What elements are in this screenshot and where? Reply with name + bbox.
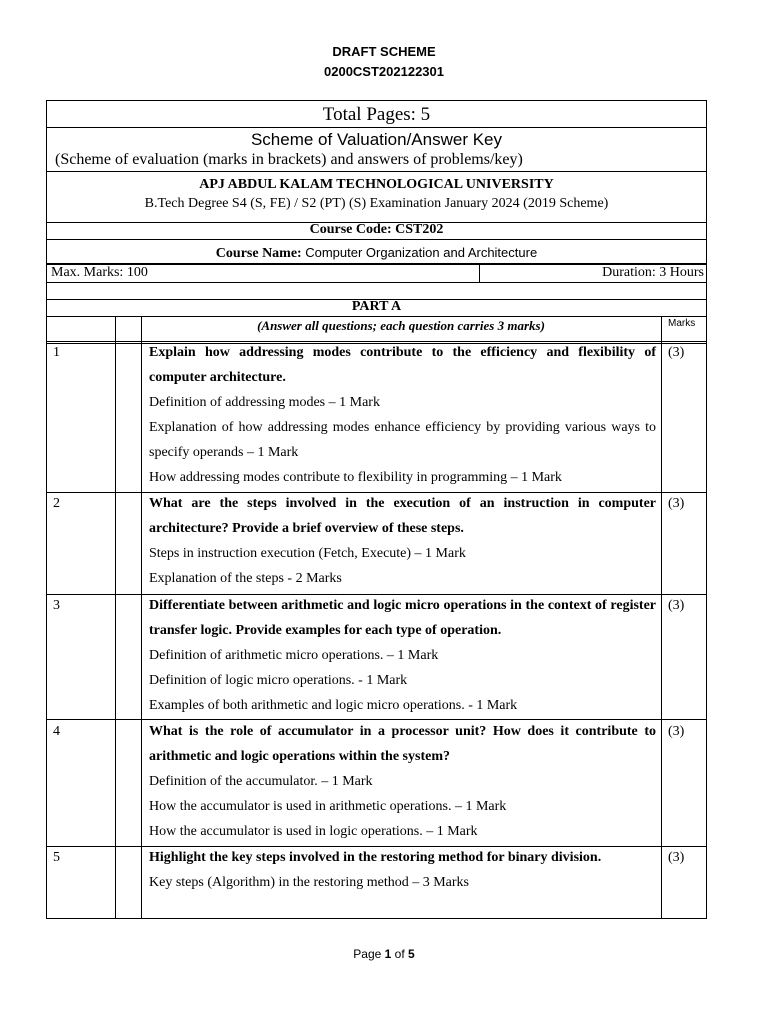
- total-pages: Total Pages: 5: [322, 104, 431, 125]
- question-1: [149, 340, 656, 490]
- course-name-value: Computer Organization and Architecture: [305, 245, 538, 260]
- question-marks: (3): [668, 496, 685, 511]
- answer-line: Definition of arithmetic micro operations. – 1 Mark: [149, 648, 439, 663]
- answer-line: How addressing modes contribute to flexibility in programming – 1 Mark: [149, 470, 562, 485]
- answer-line: How the accumulator is used in logic operations. – 1 Mark: [149, 824, 478, 839]
- course-name: [46, 244, 707, 262]
- answer-line: Definition of the accumulator. – 1 Mark: [149, 774, 373, 789]
- question-5: [149, 845, 656, 895]
- answer-line: Definition of logic micro operations. - 1 Mark: [149, 673, 408, 688]
- draft-scheme-label: DRAFT SCHEME: [332, 44, 436, 59]
- question-marks: (3): [668, 850, 685, 865]
- page-prefix: Page: [353, 947, 385, 961]
- part-instruction: (Answer all questions; each question carries 3 marks): [257, 318, 545, 333]
- page-of: of: [391, 947, 409, 961]
- question-4: [149, 719, 656, 844]
- divider: [46, 127, 707, 128]
- answer-line: Examples of both arithmetic and logic micro operations. - 1 Mark: [149, 698, 518, 713]
- question-text: Differentiate between arithmetic and logic micro operations in the context of register transfer logic. Provide examples for each type of operation.: [149, 598, 656, 638]
- question-number: 2: [53, 496, 60, 511]
- answer-line: Explanation of how addressing modes enhance efficiency by providing various ways to specify operands – 1 Mark: [149, 420, 656, 460]
- question-text: Explain how addressing modes contribute to the efficiency and flexibility of computer architecture.: [149, 345, 656, 385]
- part-title: PART A: [351, 299, 402, 314]
- divider: [115, 316, 116, 919]
- answer-line: Steps in instruction execution (Fetch, Execute) – 1 Mark: [149, 546, 466, 561]
- duration: Duration: 3 Hours: [602, 265, 704, 280]
- document-code: 0200CST202122301: [324, 64, 444, 79]
- answer-line: Definition of addressing modes – 1 Mark: [149, 395, 380, 410]
- question-number: 4: [53, 724, 60, 739]
- max-marks: Max. Marks: 100: [51, 265, 148, 280]
- scheme-subtitle: (Scheme of evaluation (marks in brackets) and answers of problems/key): [55, 151, 523, 168]
- scheme-title: Scheme of Valuation/Answer Key: [250, 130, 503, 149]
- marks-column-header: Marks: [668, 318, 696, 329]
- question-number: 1: [53, 345, 60, 360]
- page-number: 1: [384, 947, 392, 961]
- course-code: Course Code: CST202: [309, 222, 444, 237]
- exam-title: B.Tech Degree S4 (S, FE) / S2 (PT) (S) Examination January 2024 (2019 Scheme): [144, 196, 609, 211]
- divider: [661, 316, 662, 919]
- page-total: 5: [408, 947, 415, 961]
- question-text: Highlight the key steps involved in the restoring method for binary division.: [149, 850, 602, 865]
- divider: [141, 316, 142, 919]
- question-text: What are the steps involved in the execution of an instruction in computer architecture? Provide a brief overview of these steps.: [149, 496, 656, 536]
- question-number: 3: [53, 598, 60, 613]
- question-marks: (3): [668, 598, 685, 613]
- question-3: [149, 593, 656, 718]
- question-text: What is the role of accumulator in a processor unit? How does it contribute to arithmetic and logic operations within the system?: [149, 724, 656, 764]
- answer-line: Key steps (Algorithm) in the restoring method – 3 Marks: [149, 875, 470, 890]
- question-marks: (3): [668, 724, 685, 739]
- university-name: APJ ABDUL KALAM TECHNOLOGICAL UNIVERSITY: [199, 177, 554, 192]
- question-number: 5: [53, 850, 60, 865]
- answer-line: How the accumulator is used in arithmetic operations. – 1 Mark: [149, 799, 507, 814]
- divider: [479, 264, 480, 283]
- page-footer: [0, 947, 768, 961]
- answer-line: Explanation of the steps - 2 Marks: [149, 571, 342, 586]
- course-name-label: Course Name:: [215, 246, 306, 261]
- question-2: [149, 491, 656, 591]
- question-marks: (3): [668, 345, 685, 360]
- spacer-row: [46, 282, 707, 300]
